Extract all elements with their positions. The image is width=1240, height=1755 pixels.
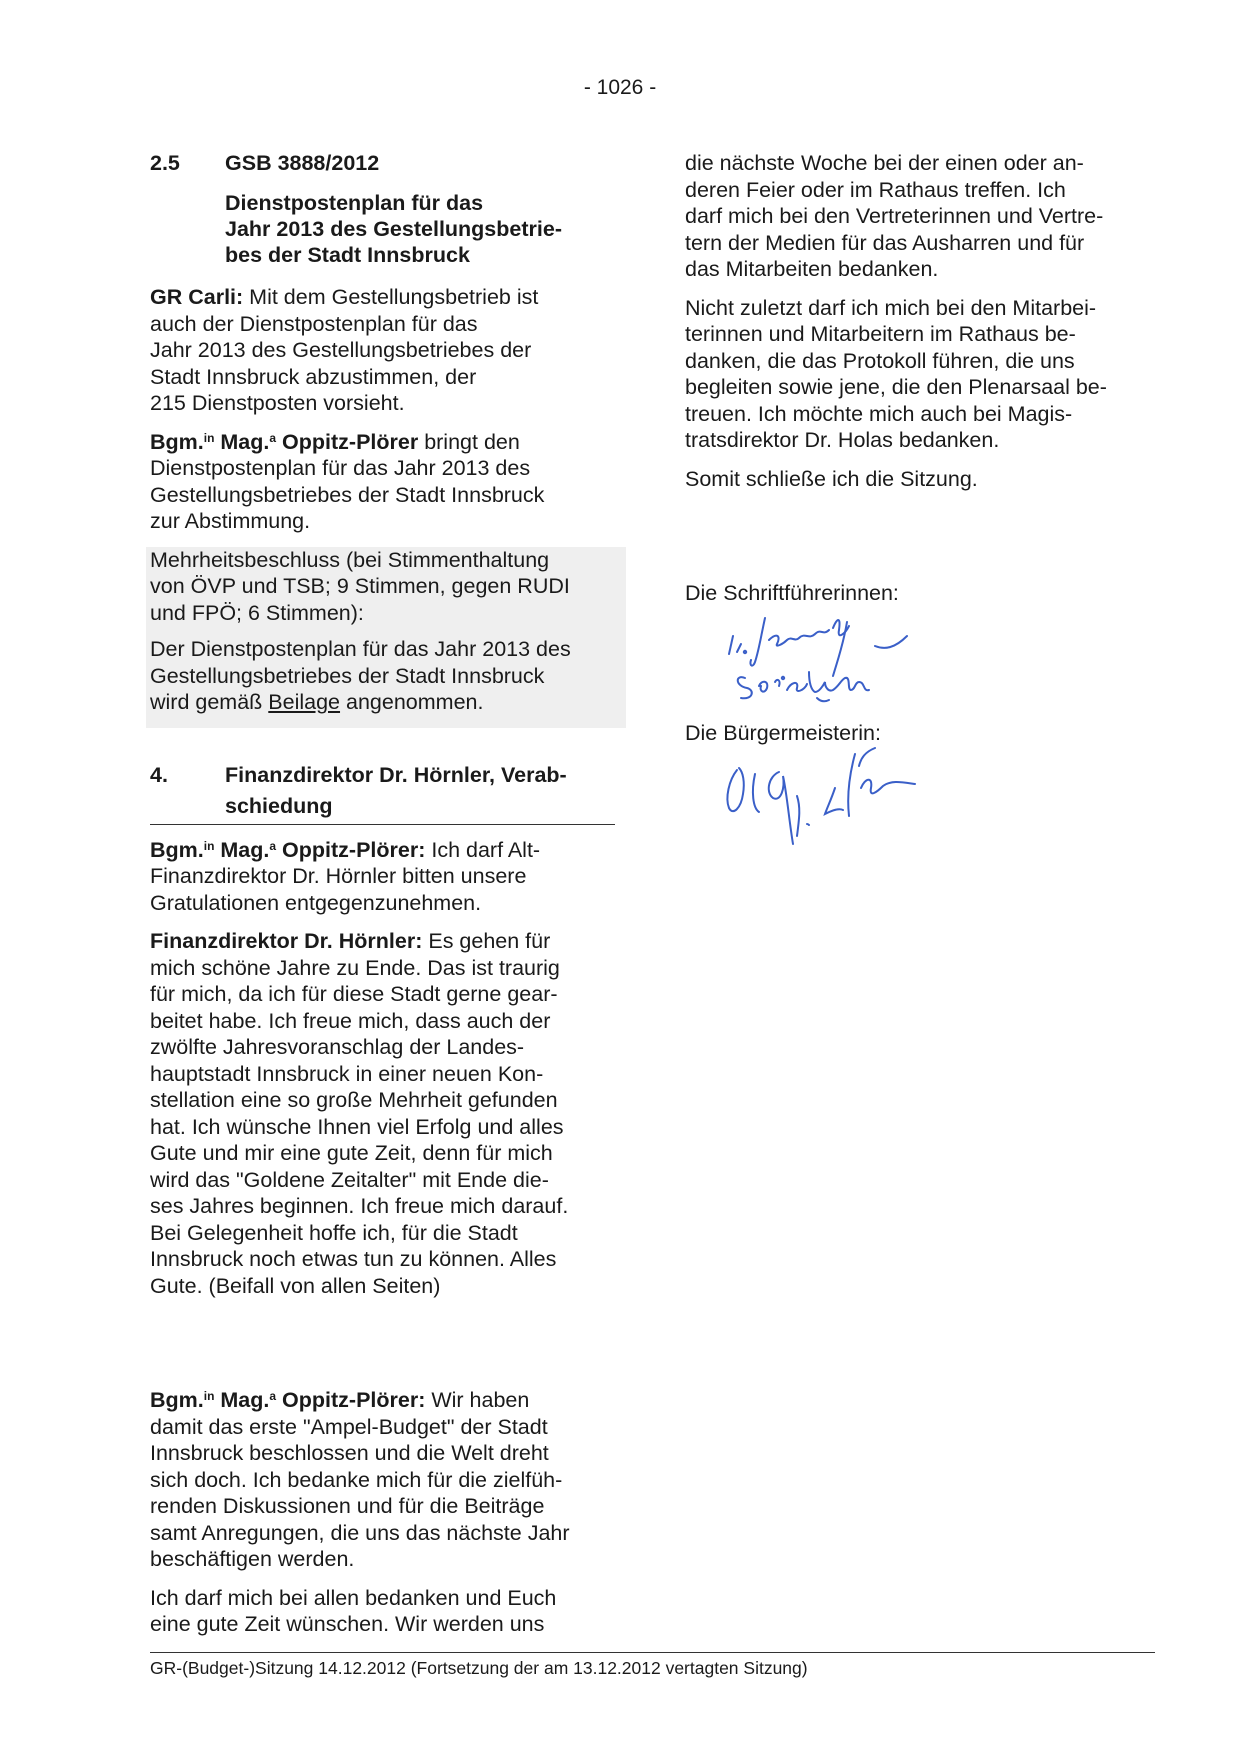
paragraph-mayor-vote bbox=[150, 429, 615, 535]
left-column bbox=[150, 150, 615, 1650]
speaker-name: Bgm.$^{in}$ Mag.$^a$ Oppitz-Plörer: bbox=[150, 837, 426, 862]
resolution-box bbox=[146, 547, 626, 728]
section-4-heading bbox=[150, 762, 615, 793]
speaker-name: Bgm.$^{in}$ Mag.$^a$ Oppitz-Plörer bbox=[150, 429, 419, 454]
footer-rule bbox=[150, 1652, 1155, 1653]
section-reference: GSB 3888/2012 bbox=[225, 151, 380, 175]
text-line: zur Abstimmung. bbox=[150, 509, 311, 533]
text-line: Finanzdirektor Dr. Hörnler bitten unsere bbox=[150, 864, 527, 888]
page-number: - 1026 - bbox=[583, 76, 657, 99]
paragraph-continued: die nächste Woche bei der einen oder an- deren Feier oder im Rathaus treffen. Ich darf mich bei den Vertreterinnen und Vertre- tern der Medien für das Ausharren und für das Mitarbeiten bedanken. bbox=[685, 151, 1104, 281]
section-title-continued: schiedung bbox=[225, 793, 333, 818]
paragraph-staff-thanks: Nicht zuletzt darf ich mich bei den Mitarbei- terinnen und Mitarbeitern im Rathaus be- danken, die das Protokoll führen, die uns begleiten sowie jene, die den Plenarsaal be- treuen. Ich möchte mich auch bei Magis- tratsdirektor Dr. Holas bedanken. bbox=[685, 295, 1107, 452]
section-2-5-title bbox=[225, 190, 615, 268]
text-line: Mit dem Gestellungsbetrieb ist bbox=[243, 285, 539, 309]
decision-text: Der Dienstpostenplan für das Jahr 2013 des Gestellungsbetriebes der Stadt Innsbruck wird gemäß Beilage angenommen. bbox=[150, 637, 571, 714]
speaker-name: GR Carli: bbox=[150, 285, 244, 309]
mayor-label: Die Bürgermeisterin: bbox=[685, 721, 881, 745]
text-line: Gestellungsbetriebes der Stadt Innsbruck bbox=[150, 482, 545, 507]
section-2-5-heading bbox=[150, 150, 615, 176]
right-column bbox=[685, 150, 1145, 866]
section-4-heading-block bbox=[150, 762, 615, 825]
title-line: Dienstpostenplan für das bbox=[225, 191, 484, 215]
paragraph-gr-carli bbox=[150, 284, 615, 417]
section-number: 4. bbox=[150, 762, 168, 787]
section-number: 2.5 bbox=[150, 151, 180, 175]
title-line: Jahr 2013 des Gestellungsbetrie- bbox=[225, 217, 562, 241]
text-line: Jahr 2013 des Gestellungsbetriebes der bbox=[150, 338, 532, 362]
text-line: Ich darf Alt- bbox=[425, 837, 541, 862]
mayor-signature bbox=[715, 736, 1015, 866]
text-line: Dienstpostenplan für das Jahr 2013 des bbox=[150, 456, 531, 480]
paragraph-mayor-closing: Bgm.$^{in}$ Mag.$^a$ Oppitz-Plörer: Wir haben damit das erste "Ampel-Budget" der Stadt Innsbruck beschlossen und die Welt dreht sich doch. Ich bedanke mich für die zielfüh- renden Diskussionen und für die Beiträge samt Anregungen, die uns das nächste Jahr beschäftigen werden. bbox=[150, 1388, 570, 1571]
closing-statement: Somit schließe ich die Sitzung. bbox=[685, 466, 978, 491]
speaker-name: Bgm.$^{in}$ Mag.$^a$ Oppitz-Plörer: bbox=[150, 1388, 426, 1412]
paragraph-thanks: Ich darf mich bei allen bedanken und Euch eine gute Zeit wünschen. Wir werden uns bbox=[150, 1585, 557, 1636]
secretaries-signature bbox=[725, 606, 1025, 706]
resolution-text: Mehrheitsbeschluss (bei Stimmenthaltung von ÖVP und TSB; 9 Stimmen, gegen RUDI und FPÖ; 6 Stimmen): bbox=[150, 547, 570, 625]
paragraph-hoernler: Finanzdirektor Dr. Hörnler: Es gehen für mich schöne Jahre zu Ende. Das ist traurig für mich, da ich für diese Stadt gerne gear- beitet habe. Ich freue mich, dass auch der zwölfte Jahresvoranschlag der Landes- hauptstadt Innsbruck in einer neuen Kon- stellation eine so große Mehrheit gefunden hat. Ich wünsche Ihnen viel Erfolg und alles Gute und mir eine gute Zeit, denn für mich wird das "Goldene Zeitalter" mit Ende die- ses Jahres beginnen. Ich freue mich darauf. Bei Gelegenheit hoffe ich, für die Stadt Innsbruck noch etwas tun zu können. Alles Gute. (Beifall von allen Seiten) bbox=[150, 929, 569, 1298]
text-line: Stadt Innsbruck abzustimmen, der bbox=[150, 364, 477, 389]
footer: GR-(Budget-)Sitzung 14.12.2012 (Fortsetzung der am 13.12.2012 vertagten Sitzung) bbox=[150, 1658, 808, 1678]
title-line: bes der Stadt Innsbruck bbox=[225, 243, 470, 267]
text-line: auch der Dienstpostenplan für das bbox=[150, 311, 478, 336]
closing-remarks bbox=[150, 1387, 615, 1638]
section-title: Finanzdirektor Dr. Hörnler, Verab- bbox=[225, 762, 567, 787]
section-4 bbox=[150, 762, 615, 1300]
paragraph-mayor-farewell bbox=[150, 837, 615, 917]
text-line: bringt den bbox=[418, 429, 520, 454]
beilage-link[interactable]: Beilage bbox=[268, 690, 341, 714]
text-line: Gratulationen entgegenzunehmen. bbox=[150, 890, 482, 915]
secretaries-label: Die Schriftführerinnen: bbox=[685, 581, 899, 605]
speaker-name: Finanzdirektor Dr. Hörnler: bbox=[150, 929, 423, 953]
text-line: 215 Dienstposten vorsieht. bbox=[150, 391, 405, 415]
